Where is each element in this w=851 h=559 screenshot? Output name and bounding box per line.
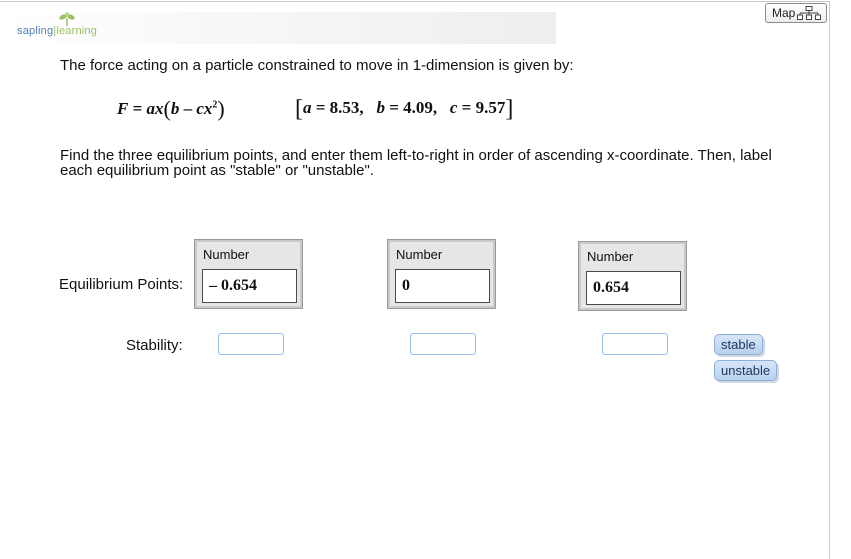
number-input-3[interactable]: 0.654 [586, 271, 681, 305]
parameter-values [295, 96, 513, 123]
number-input-1[interactable]: – 0.654 [202, 269, 297, 303]
param-c-value: = 9.57 [457, 98, 506, 117]
logo-text-sapling: sapling [17, 25, 54, 37]
map-button[interactable] [765, 3, 827, 23]
eq-right-paren: ) [217, 96, 225, 121]
number-input-2[interactable]: 0 [395, 269, 490, 303]
sprout-icon [57, 12, 77, 26]
number-label: Number [587, 249, 634, 264]
eq-exponent: 2 [212, 99, 218, 111]
logo-text [17, 25, 97, 37]
eq-var-a: a [146, 99, 156, 118]
eq-var-c: c [196, 99, 204, 118]
param-b-var: b [376, 98, 385, 117]
sapling-learning-logo [17, 12, 117, 42]
force-equation [117, 96, 225, 122]
eq-left-paren: ( [163, 96, 171, 121]
eq-minus: – [179, 99, 197, 118]
number-answer-box-2 [387, 239, 496, 309]
sitemap-icon [797, 6, 821, 20]
question-prompt: The force acting on a particle constrained to move in 1-dimension is given by: [60, 57, 574, 74]
stable-chip[interactable]: stable [714, 334, 763, 355]
logo-text-learning: learning [56, 25, 98, 37]
stability-label: Stability: [126, 337, 183, 354]
logo-separator: | [53, 25, 57, 37]
eq-var-F: F [117, 99, 129, 118]
question-instructions: Find the three equilibrium points, and enter them left-to-right in order of ascending x-coordinate. Then, label each equilibrium point as "stable" or "unstable". [60, 147, 772, 179]
eq-var-b: b [170, 99, 180, 118]
param-c-var: c [449, 98, 458, 117]
number-label: Number [203, 247, 250, 262]
map-button-label: Map [772, 6, 796, 20]
params-left-bracket: [ [295, 96, 303, 122]
eq-var-x2: x [203, 99, 213, 118]
unstable-chip[interactable]: unstable [714, 360, 777, 381]
number-answer-box-3 [578, 241, 687, 311]
equilibrium-points-label: Equilibrium Points: [59, 276, 184, 293]
eq-var-x: x [155, 99, 164, 118]
number-answer-box-1 [194, 239, 303, 309]
number-label: Number [396, 247, 443, 262]
param-a-var: a [303, 98, 312, 117]
stability-drop-target-1[interactable] [218, 333, 284, 355]
params-right-bracket: ] [505, 96, 514, 122]
stability-drop-target-3[interactable] [602, 333, 668, 355]
param-a-value: = 8.53, [311, 98, 377, 117]
eq-equals: = [128, 99, 147, 118]
param-b-value: = 4.09, [384, 98, 450, 117]
stability-drop-target-2[interactable] [410, 333, 476, 355]
